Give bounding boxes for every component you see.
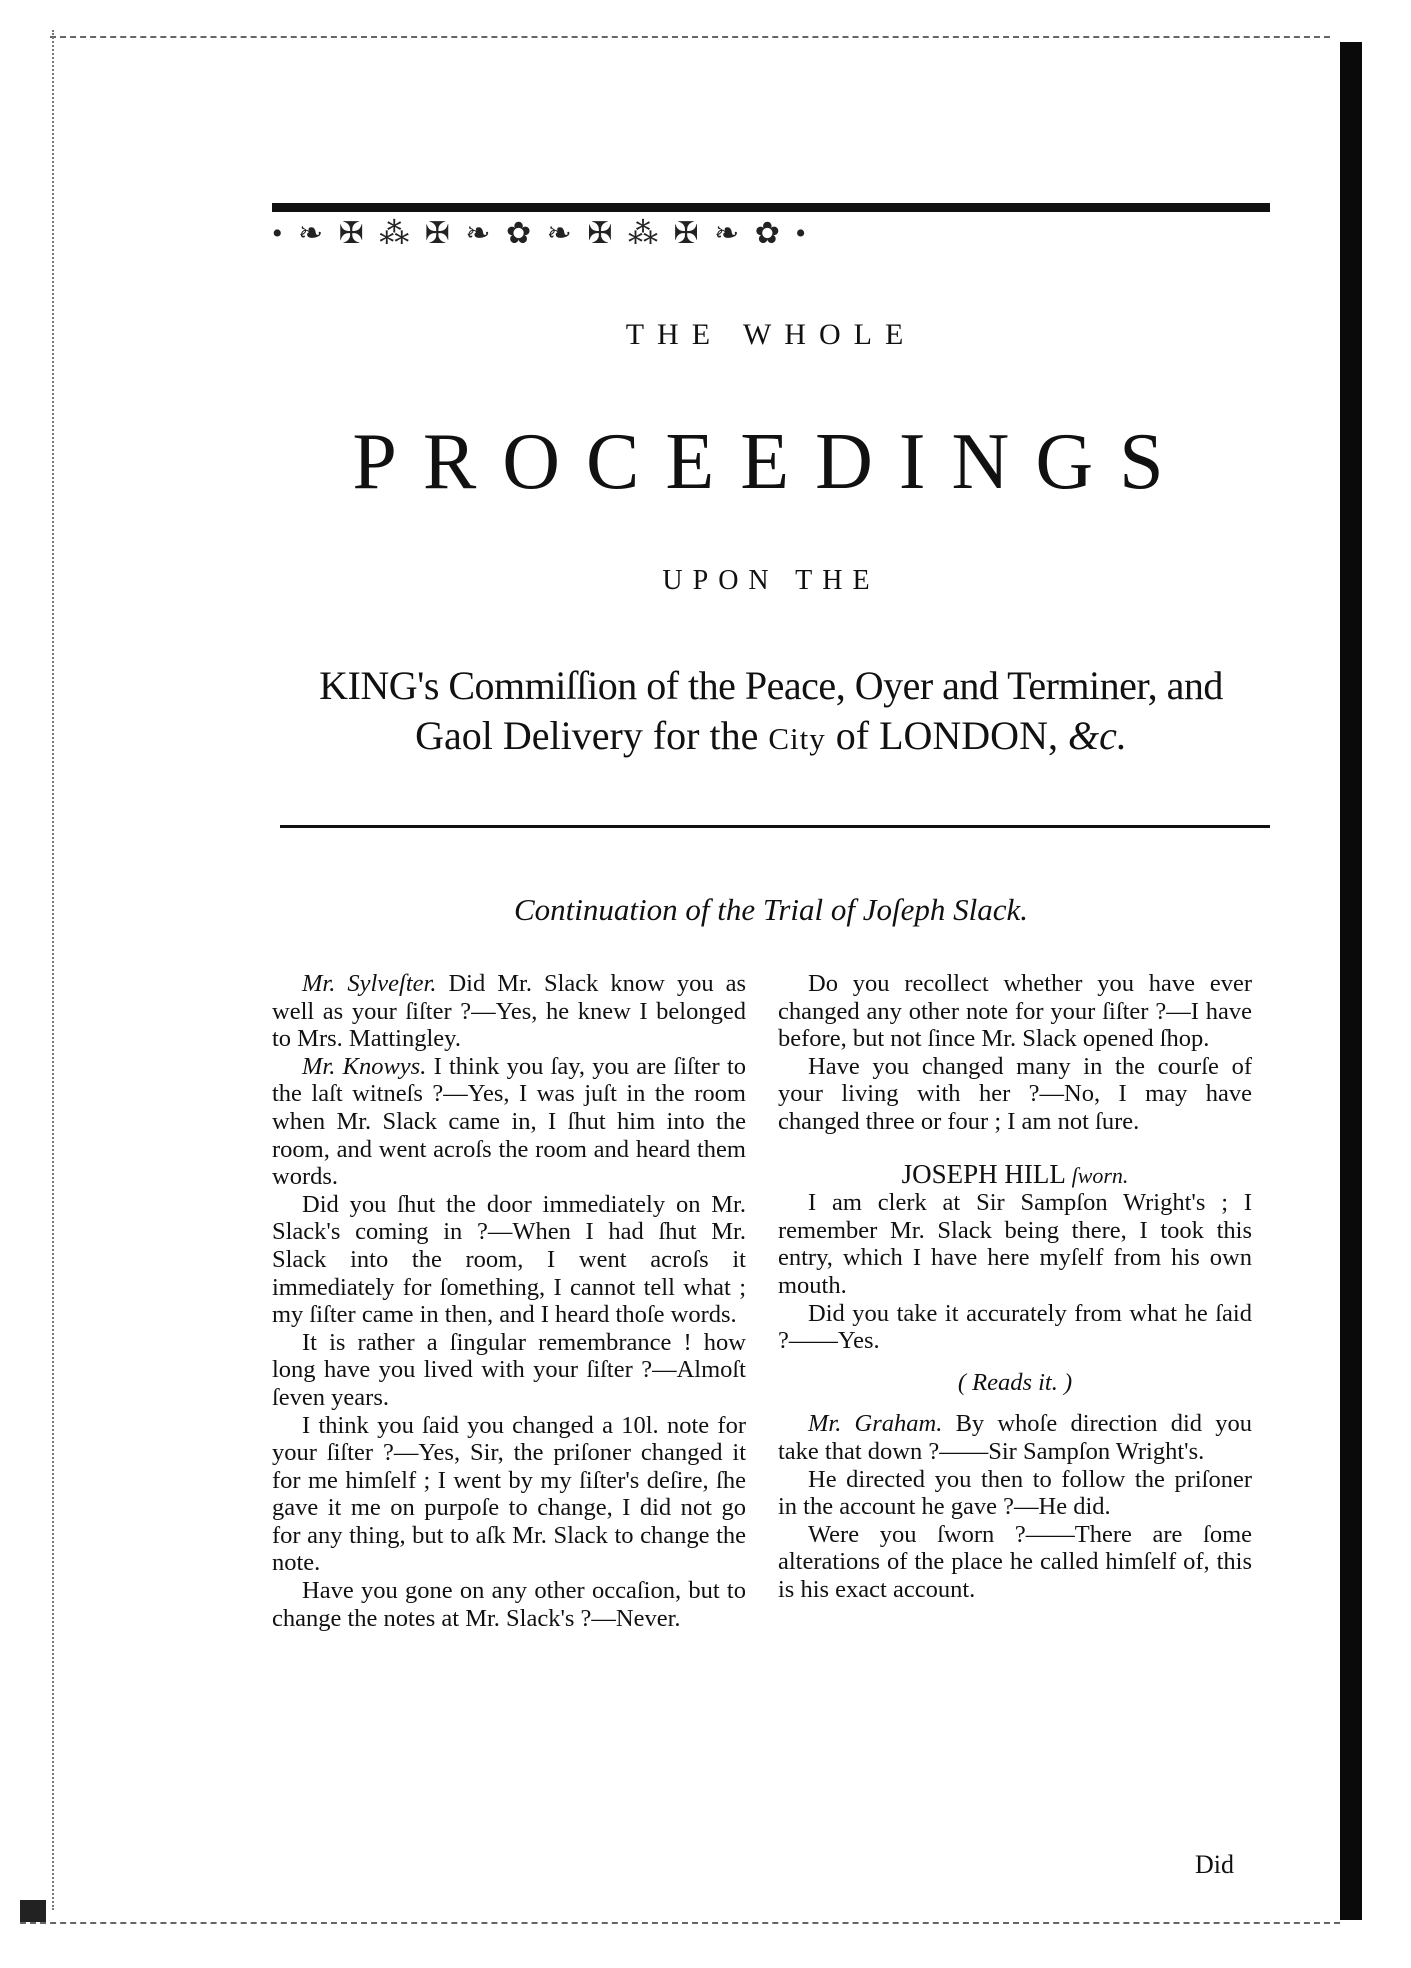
right-column	[778, 970, 1252, 1603]
witness-heading	[778, 1158, 1252, 1190]
paragraph: Do you recollect whether you have ever changed any other note for your ſiſter ?—I have before, but not ſince Mr. Slack opened ſhop.	[778, 970, 1252, 1053]
title-commission-line1: KING's Commiſſion of the Peace, Oyer and Terminer, and	[319, 663, 1223, 708]
commission-etc: &c.	[1067, 713, 1127, 758]
paragraph: I think you ſaid you changed a 10l. note for your ſiſter ?—Yes, Sir, the priſoner changed it for me himſelf ; I went by my ſiſter's deſire, ſhe gave it me on purpoſe to change, I did not go for any thing, but to aſk Mr. Slack to change the note.	[272, 1411, 746, 1577]
paragraph: Have you gone on any other occaſion, but to change the notes at Mr. Slack's ?—Never.	[272, 1577, 746, 1632]
paragraph-text: I think you ſay, you are ſiſter to the laſt witneſs ?—Yes, I was juſt in the room when Mr. Slack came in, I ſhut him into the room, and went acroſs the room and heard them words.	[272, 1052, 746, 1191]
paragraph	[778, 1410, 1252, 1465]
title-the-whole: THE WHOLE	[625, 318, 917, 351]
title-commission-line2	[272, 712, 1270, 759]
speaker-name: Mr. Knowys.	[302, 1052, 427, 1080]
section-rule	[280, 825, 1270, 828]
paragraph: Did you ſhut the door immediately on Mr. Slack's coming in ?—When I had ſhut Mr. Slack into the room, I went acroſs it immediately for ſomething, I cannot tell what ; my ſiſter came in then, and I heard thoſe words.	[272, 1190, 746, 1329]
speaker-name: Mr. Sylveſter.	[302, 970, 437, 997]
commission-city: City	[768, 721, 826, 756]
header-rule	[272, 203, 1270, 212]
paragraph-text: By whoſe direction did you take that down ?——Sir Sampſon Wright's.	[778, 1410, 1252, 1465]
stage-direction: ( Reads it. )	[957, 1368, 1073, 1396]
scan-edge-bottom	[20, 1922, 1340, 1924]
commission-text-b: of LONDON,	[825, 713, 1068, 758]
paragraph: Did you take it accurately from what he ſaid ?——Yes.	[778, 1299, 1252, 1355]
paragraph-text: Did Mr. Slack know you as well as your ſiſter ?—Yes, he knew I belonged to Mrs. Mattingley.	[272, 970, 746, 1053]
commission-text-a: Gaol Delivery for the	[415, 713, 769, 758]
scan-edge-left	[52, 30, 60, 1910]
scan-edge-top	[50, 36, 1330, 38]
speaker-name: Mr. Graham.	[808, 1410, 943, 1438]
paragraph: Were you ſworn ?——There are ſome alterations of the place he called himſelf of, this is his exact account.	[778, 1520, 1252, 1603]
paragraph	[272, 1053, 746, 1191]
paragraph: Have you changed many in the courſe of your living with her ?—No, I may have changed three or four ; I am not ſure.	[778, 1052, 1252, 1135]
header-ornament: • ❧ ✠ ⁂ ✠ ❧ ✿ ❧ ✠ ⁂ ✠ ❧ ✿ •	[272, 216, 810, 250]
title-upon-the: UPON THE	[662, 565, 880, 596]
paragraph	[272, 970, 746, 1053]
title-proceedings: PROCEEDINGS	[352, 418, 1190, 506]
scan-corner-mark	[20, 1900, 46, 1922]
left-column	[272, 970, 746, 1632]
paragraph: It is rather a ſingular remembrance ! how long have you lived with your ſiſter ?—Almoſt ſeven years.	[272, 1328, 746, 1411]
witness-name: JOSEPH HILL	[901, 1158, 1065, 1189]
catchword: Did	[1195, 1850, 1234, 1879]
paragraph: He directed you then to follow the priſoner in the account he gave ?—He did.	[778, 1465, 1252, 1521]
spacer	[778, 1136, 1252, 1161]
scan-binding-shadow	[1340, 42, 1362, 1920]
trial-subtitle: Continuation of the Trial of Joſeph Slack.	[513, 892, 1029, 927]
paragraph: I am clerk at Sir Sampſon Wright's ; I remember Mr. Slack being there, I took this entry, which I have here myſelf from his own mouth.	[778, 1189, 1252, 1299]
witness-sworn: ſworn.	[1071, 1162, 1129, 1188]
